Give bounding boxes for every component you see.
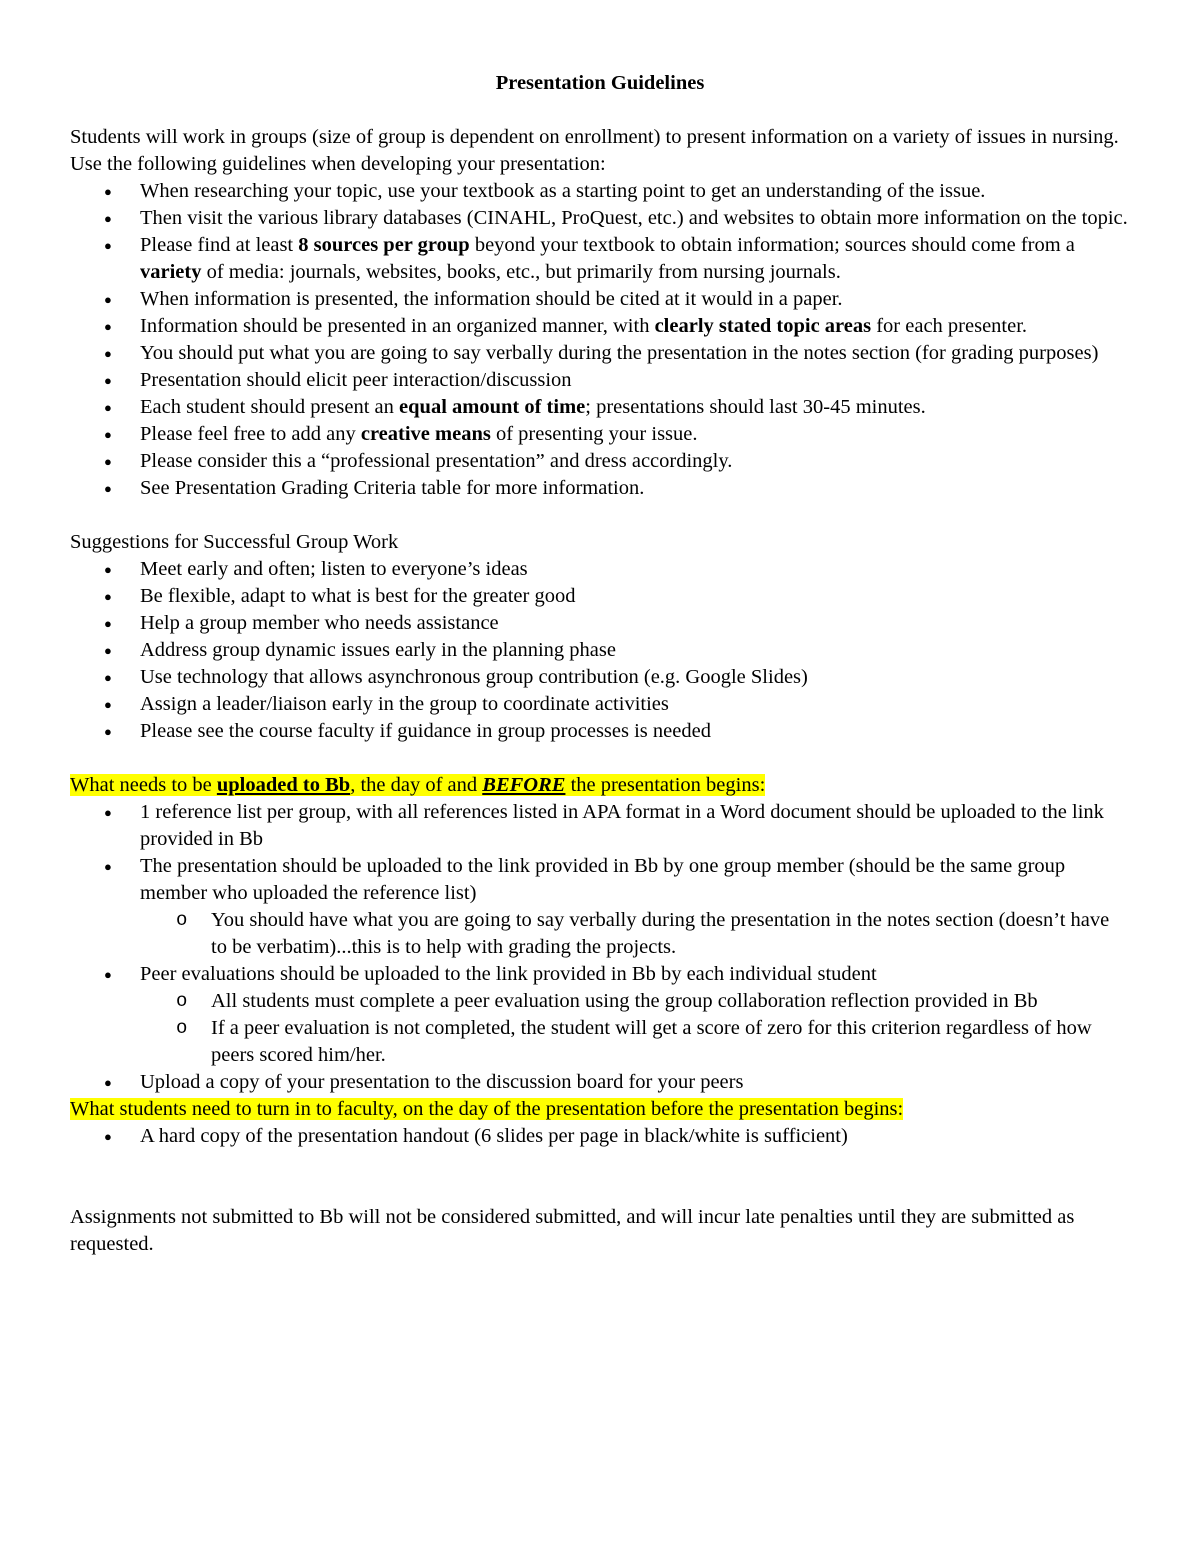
upload-item: ● 1 reference list per group, with all references listed in APA format in a Word document should be uploaded to the link provided in Bb xyxy=(70,799,1130,853)
upload-sublist xyxy=(70,988,1130,1069)
suggestion-item: ● Assign a leader/liaison early in the group to coordinate activities xyxy=(70,691,1130,718)
guideline-text: of presenting your issue. xyxy=(490,423,698,445)
upload-heading-emphasis: BEFORE xyxy=(482,774,566,796)
guideline-item xyxy=(70,394,1130,421)
guideline-text: Each student should present an xyxy=(140,396,400,418)
suggestion-item: ● Address group dynamic issues early in the planning phase xyxy=(70,637,1130,664)
guideline-item: ● Then visit the various library databases (CINAHL, ProQuest, etc.) and websites to obtain more information on the topic. xyxy=(70,205,1130,232)
upload-subitem: o All students must complete a peer evaluation using the group collaboration reflection provided in Bb xyxy=(70,988,1130,1015)
guideline-item: ● See Presentation Grading Criteria table for more information. xyxy=(70,475,1130,502)
guideline-item: ● Please consider this a “professional presentation” and dress accordingly. xyxy=(70,448,1130,475)
suggestion-item: ● Please see the course faculty if guidance in group processes is needed xyxy=(70,718,1130,745)
upload-heading-text: the presentation begins: xyxy=(565,774,766,796)
upload-item xyxy=(70,961,1130,1069)
guideline-emphasis: variety xyxy=(140,261,202,283)
upload-list xyxy=(70,799,1130,1096)
suggestion-item: ● Meet early and often; listen to everyone’s ideas xyxy=(70,556,1130,583)
guidelines-list xyxy=(70,178,1130,502)
upload-item-text: The presentation should be uploaded to the link provided in Bb by one group member (should be the same group member who uploaded the reference list) xyxy=(140,855,1066,904)
spacer xyxy=(70,745,1130,772)
guideline-text: of media: journals, websites, books, etc., but primarily from nursing journals. xyxy=(201,261,841,283)
upload-item xyxy=(70,853,1130,961)
suggestion-item: ● Help a group member who needs assistance xyxy=(70,610,1130,637)
upload-sublist xyxy=(70,907,1130,961)
spacer xyxy=(70,1150,1130,1204)
closing-paragraph: Assignments not submitted to Bb will not be considered submitted, and will incur late penalties until they are submitted as requested. xyxy=(70,1206,1075,1255)
turnin-list xyxy=(70,1123,1130,1150)
suggestions-list xyxy=(70,556,1130,745)
guideline-text: ; presentations should last 30-45 minutes. xyxy=(585,396,926,418)
upload-subitem: o If a peer evaluation is not completed, the student will get a score of zero for this criterion regardless of how peers scored him/her. xyxy=(70,1015,1130,1069)
turnin-heading xyxy=(70,1096,1130,1123)
guideline-item xyxy=(70,313,1130,340)
guideline-item: ● Presentation should elicit peer interaction/discussion xyxy=(70,367,1130,394)
intro-paragraph: Students will work in groups (size of group is dependent on enrollment) to present information on a variety of issues in nursing. Use the following guidelines when developing your presentation: xyxy=(70,126,1119,175)
upload-heading-emphasis: uploaded to Bb xyxy=(216,774,351,796)
upload-heading xyxy=(70,772,1130,799)
guideline-emphasis: clearly stated topic areas xyxy=(654,315,872,337)
upload-item-text: Peer evaluations should be uploaded to the link provided in Bb by each individual student xyxy=(140,963,877,985)
guideline-emphasis: 8 sources per group xyxy=(298,234,470,256)
guideline-item: ● When researching your topic, use your textbook as a starting point to get an understanding of the issue. xyxy=(70,178,1130,205)
upload-item: ● Upload a copy of your presentation to the discussion board for your peers xyxy=(70,1069,1130,1096)
guideline-item: ● When information is presented, the information should be cited at it would in a paper. xyxy=(70,286,1130,313)
suggestions-heading: Suggestions for Successful Group Work xyxy=(70,531,399,553)
suggestion-item: ● Use technology that allows asynchronous group contribution (e.g. Google Slides) xyxy=(70,664,1130,691)
guideline-item: ● You should put what you are going to say verbally during the presentation in the notes section (for grading purposes) xyxy=(70,340,1130,367)
guideline-text: Please find at least xyxy=(140,234,299,256)
turnin-item: ● A hard copy of the presentation handout (6 slides per page in black/white is sufficient) xyxy=(70,1123,1130,1150)
turnin-heading-text: What students need to turn in to faculty, on the day of the presentation before the presentation begins: xyxy=(70,1098,904,1120)
guideline-item xyxy=(70,421,1130,448)
guideline-text: for each presenter. xyxy=(871,315,1028,337)
guideline-text: Please feel free to add any xyxy=(140,423,361,445)
guideline-text: beyond your textbook to obtain information; sources should come from a xyxy=(469,234,1075,256)
spacer xyxy=(70,502,1130,529)
guideline-emphasis: equal amount of time xyxy=(399,396,586,418)
guideline-item xyxy=(70,232,1130,286)
guideline-text: Information should be presented in an organized manner, with xyxy=(140,315,655,337)
upload-heading-text: What needs to be xyxy=(70,774,217,796)
document-title: Presentation Guidelines xyxy=(495,72,705,94)
guideline-emphasis: creative means xyxy=(360,423,491,445)
suggestion-item: ● Be flexible, adapt to what is best for the greater good xyxy=(70,583,1130,610)
upload-heading-text: , the day of and xyxy=(350,774,483,796)
upload-subitem: o You should have what you are going to say verbally during the presentation in the notes section (doesn’t have to be verbatim)...this is to help with grading the projects. xyxy=(70,907,1130,961)
